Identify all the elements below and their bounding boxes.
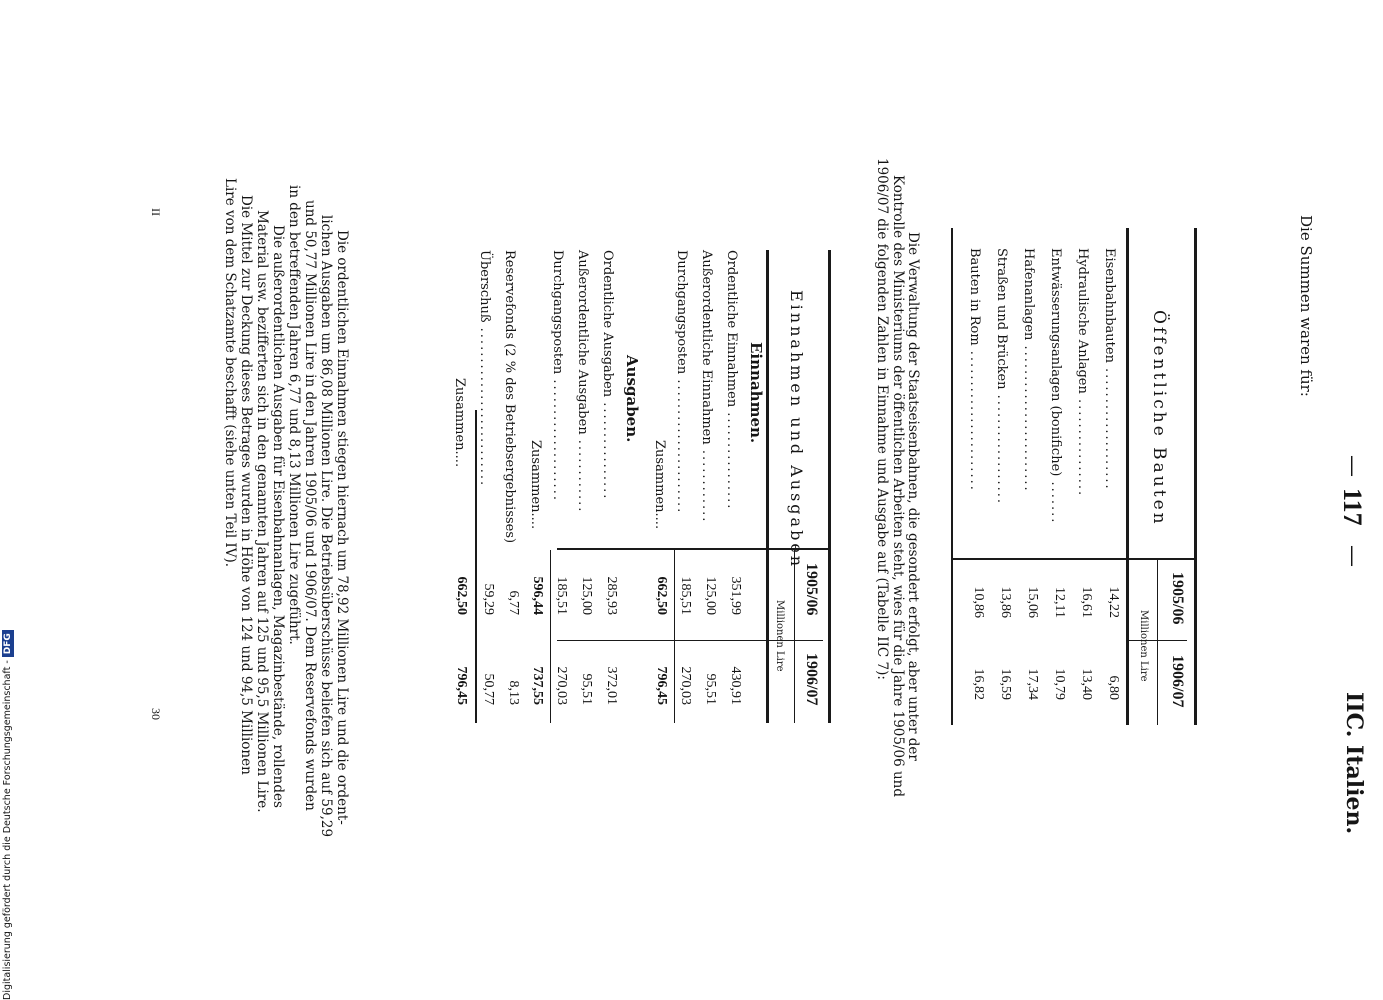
table-row bbox=[550, 250, 569, 502]
row-value-1905: 59,29 bbox=[481, 583, 496, 615]
row-value-1905: 285,93 bbox=[604, 576, 619, 615]
paragraph-line: lichen Ausgaben um 86,08 Millionen Lire. Die Betriebsüberschüsse beliefen sich auf 59,29 bbox=[318, 215, 334, 838]
paragraph-line: Die Mittel zur Deckung dieses Betrages wurden in Höhe von 124 und 94,5 Millionen bbox=[238, 195, 254, 775]
income-total-1905: 662,50 bbox=[654, 576, 669, 615]
credit-text: Digitalisierung gefördert durch die Deutsche Forschungsgemeinschaft - bbox=[2, 660, 13, 1000]
row-label: Hydraulische Anlagen bbox=[1075, 248, 1090, 394]
income-heading: Einnahmen. bbox=[747, 342, 765, 444]
expense-total-1906: 737,55 bbox=[530, 666, 545, 705]
row-leader: ....... bbox=[1048, 481, 1063, 525]
expense-heading: Ausgaben. bbox=[623, 355, 641, 443]
row-leader: ................ bbox=[724, 412, 739, 511]
intro-text: Die Summen waren für: bbox=[1297, 215, 1315, 397]
row-value-1906: 16,82 bbox=[971, 668, 986, 700]
row-label: Bauten in Rom bbox=[967, 248, 982, 346]
row-value-1906: 16,59 bbox=[998, 668, 1013, 700]
row-value-1906: 6,80 bbox=[1106, 675, 1121, 700]
dfg-logo: DFG bbox=[2, 630, 14, 657]
paragraph-line: in den betreffenden Jahren 6,77 und 8,13 Millionen Lire zugeführt. bbox=[286, 185, 302, 645]
header-dash-left: — bbox=[1340, 455, 1365, 477]
row-label: Reservefonds (2 % des Betriebsergebnisses) bbox=[502, 250, 517, 544]
row-value-1905: 185,51 bbox=[554, 576, 569, 615]
row-leader: ................ bbox=[600, 402, 615, 501]
row-label: Entwässerungsanlagen (bonifiche) bbox=[1048, 248, 1063, 477]
income-total-1906: 796,45 bbox=[654, 666, 669, 705]
row-value-1906: 372,01 bbox=[604, 666, 619, 705]
row-value-1905: 14,22 bbox=[1106, 586, 1121, 618]
row-leader: ............ bbox=[699, 449, 714, 524]
row-value-1905: 13,86 bbox=[998, 586, 1013, 618]
column-unit: Millionen Lire bbox=[774, 600, 785, 672]
paragraph-line: Die außerordentlichen Ausgaben für Eisenbahnanlagen, Magazinbestände, rollendes bbox=[270, 225, 286, 808]
row-value-1905: 12,11 bbox=[1052, 587, 1067, 618]
table-row bbox=[502, 250, 521, 543]
row-value-1905: 16,61 bbox=[1079, 586, 1094, 618]
expense-total-1905: 596,44 bbox=[530, 576, 545, 615]
paragraph-line: und 50,77 Millionen Lire in den Jahren 1905/06 und 1906/07. Dem Reservefonds wurden bbox=[302, 200, 318, 811]
row-value-1906: 270,03 bbox=[678, 666, 693, 705]
paragraph-line: Lire von dem Schatzamte beschafft (siehe unten Teil IV). bbox=[222, 178, 238, 568]
row-label: Durchgangsposten bbox=[550, 250, 565, 375]
row-label: Überschuß bbox=[477, 250, 492, 323]
row-label: Ordentliche Ausgaben bbox=[600, 250, 615, 398]
row-leader: ............ bbox=[575, 439, 590, 514]
row-value-1906: 8,13 bbox=[506, 680, 521, 705]
row-leader: .................... bbox=[550, 379, 565, 502]
paragraph-line: Kontrolle des Ministeriums der öffentlichen Arbeiten steht, wies für die Jahre 1905/06 und bbox=[890, 175, 906, 798]
row-leader: .................. bbox=[994, 394, 1009, 506]
row-label: Ordentliche Einnahmen bbox=[724, 250, 739, 408]
row-value-1905: 351,99 bbox=[728, 576, 743, 615]
income-total-label: Zusammen.... bbox=[652, 440, 667, 530]
row-leader: ........................ bbox=[1021, 345, 1036, 493]
row-label: Durchgangsposten bbox=[674, 250, 689, 375]
table-heading: Einnahmen und Ausgaben bbox=[787, 290, 806, 570]
row-value-1906: 430,91 bbox=[728, 666, 743, 705]
row-value-1906: 13,40 bbox=[1079, 668, 1094, 700]
row-label: Straßen und Brücken bbox=[994, 248, 1009, 390]
total-rule bbox=[475, 410, 477, 723]
row-value-1906: 95,51 bbox=[579, 673, 594, 705]
header-dash-right: — bbox=[1340, 545, 1365, 567]
column-header-1906: 1906/07 bbox=[803, 653, 820, 706]
row-value-1905: 10,86 bbox=[971, 586, 986, 618]
row-value-1906: 270,03 bbox=[554, 666, 569, 705]
row-value-1905: 125,00 bbox=[703, 576, 718, 615]
row-value-1905: 6,77 bbox=[506, 590, 521, 615]
digitization-credit bbox=[0, 600, 16, 1000]
table-heading: Öffentliche Bauten bbox=[1149, 310, 1169, 527]
row-value-1906: 95,51 bbox=[703, 673, 718, 705]
row-leader: ....................... bbox=[967, 350, 982, 492]
paragraph-line: Die Verwaltung der Staatseisenbahnen, die gesondert erfolgt, aber unter der bbox=[905, 232, 921, 761]
column-header-1905: 1905/06 bbox=[803, 563, 820, 616]
row-value-1905: 125,00 bbox=[579, 576, 594, 615]
paragraph-line: 1906/07 die folgenden Zahlen in Einnahme und Ausgabe auf (Tabelle IIC 7): bbox=[874, 158, 890, 680]
grand-total-1905: 662,50 bbox=[454, 576, 469, 615]
row-leader: .................... bbox=[1102, 368, 1117, 491]
row-leader: .......................... bbox=[477, 327, 492, 488]
row-leader: ...................... bbox=[674, 379, 689, 515]
row-value-1906: 10,79 bbox=[1052, 668, 1067, 700]
row-value-1905: 15,06 bbox=[1025, 586, 1040, 618]
row-value-1905: 185,51 bbox=[678, 576, 693, 615]
row-value-1906: 50,77 bbox=[481, 673, 496, 705]
row-leader: ................ bbox=[1075, 398, 1090, 498]
row-label: Außerordentliche Ausgaben bbox=[575, 250, 590, 435]
column-header-1906: 1906/07 bbox=[1169, 655, 1186, 708]
row-label: Außerordentliche Einnahmen bbox=[699, 250, 714, 445]
column-header-1905: 1905/06 bbox=[1169, 572, 1186, 625]
page-number: 117 bbox=[1338, 488, 1367, 526]
subtotal-rule bbox=[550, 550, 551, 723]
paragraph-line: Material usw. bezifferten sich in den genannten Jahren auf 125 und 95,5 Millionen Lire. bbox=[254, 210, 270, 813]
column-unit: Millionen Lire bbox=[1138, 610, 1149, 682]
section-title: IIC. Italien. bbox=[1341, 692, 1367, 835]
table-row bbox=[477, 250, 496, 487]
expense-total-label: Zusammen.... bbox=[528, 440, 543, 530]
sheet-number: 30 bbox=[149, 708, 163, 720]
paragraph-line: Die ordentlichen Einnahmen stiegen hiernach um 78,92 Millionen Lire und die ordent- bbox=[334, 230, 350, 825]
signature-mark: II bbox=[149, 208, 163, 216]
row-label: Hafenanlagen bbox=[1021, 248, 1036, 341]
grand-total-1906: 796,45 bbox=[454, 666, 469, 705]
grand-total-label: Zusammen.... bbox=[452, 378, 467, 468]
digitization-credit-strip bbox=[0, 600, 16, 1000]
row-value-1906: 17,34 bbox=[1025, 668, 1040, 700]
row-label: Eisenbahnbauten bbox=[1102, 248, 1117, 363]
